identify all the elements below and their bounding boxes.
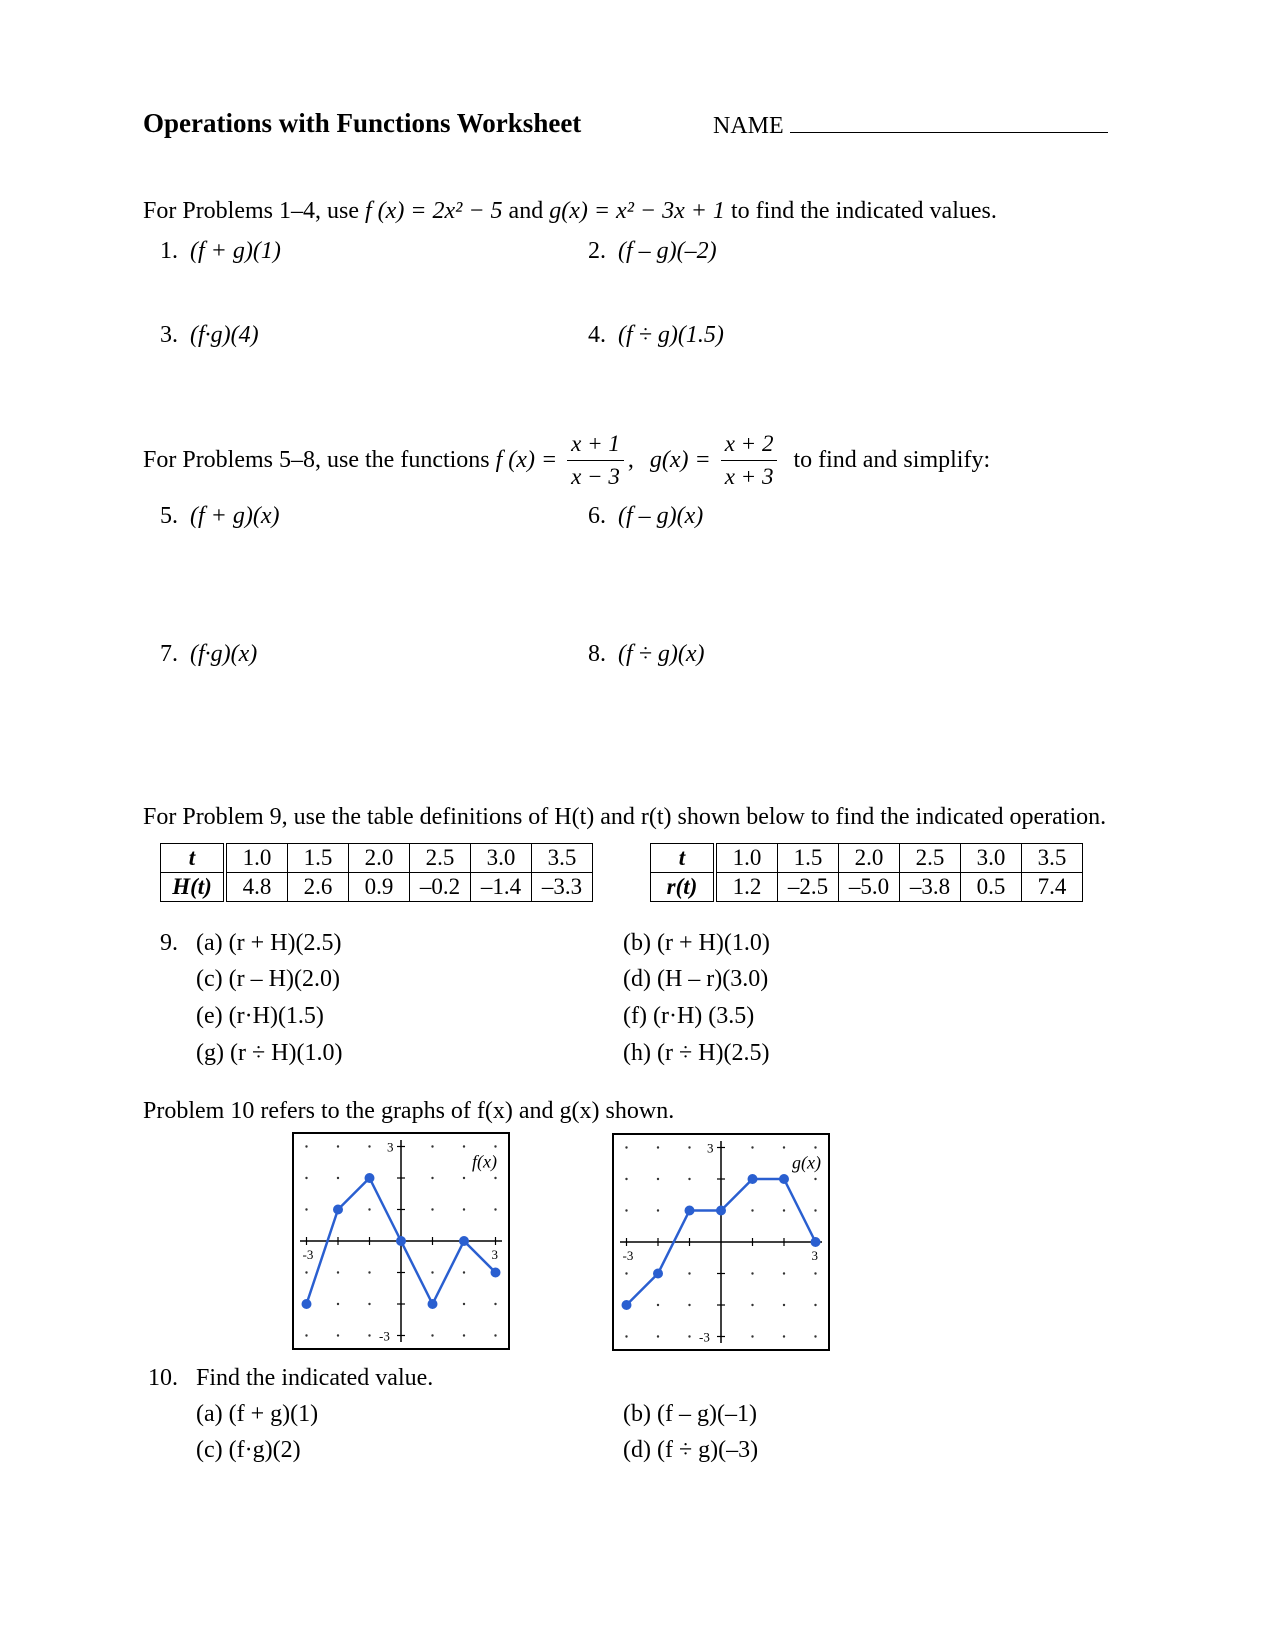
grid-dot xyxy=(337,1177,339,1179)
grid-dot xyxy=(751,1272,753,1274)
name-blank-line[interactable] xyxy=(790,112,1108,133)
table-cell: –0.2 xyxy=(410,873,471,902)
problem-expression: (f·g)(x) xyxy=(190,641,258,667)
name-label: NAME xyxy=(713,113,784,139)
grid-dot xyxy=(783,1272,785,1274)
y-tick-label: 3 xyxy=(387,1139,394,1155)
problem-2 xyxy=(588,238,717,265)
grid-dot xyxy=(814,1272,816,1274)
table-cell: 1.2 xyxy=(715,873,778,902)
grid-dot xyxy=(814,1304,816,1306)
x-tick-label: 3 xyxy=(811,1248,818,1263)
table-cell: –3.3 xyxy=(532,873,593,902)
data-point xyxy=(622,1300,632,1310)
problem-10-prompt: Find the indicated value. xyxy=(196,1365,434,1391)
grid-dot xyxy=(625,1209,627,1211)
table-cell: 2.0 xyxy=(349,844,410,873)
grid-dot xyxy=(305,1208,307,1210)
grid-dot xyxy=(305,1334,307,1336)
problem-number: 8. xyxy=(588,641,606,667)
problem-9h: (h) (r ÷ H)(2.5) xyxy=(623,1040,770,1066)
table-cell: –3.8 xyxy=(900,873,961,902)
grid-dot xyxy=(657,1178,659,1180)
table-cell: 1.0 xyxy=(225,844,288,873)
grid-dot xyxy=(494,1145,496,1147)
grid-dot xyxy=(783,1209,785,1211)
grid-dot xyxy=(625,1178,627,1180)
data-point xyxy=(748,1174,758,1184)
problem-number: 4. xyxy=(588,322,606,348)
data-point xyxy=(716,1206,726,1216)
problem-9e: (e) (r·H)(1.5) xyxy=(196,1003,324,1029)
data-point xyxy=(396,1236,406,1246)
problem-number: 1. xyxy=(160,238,178,264)
problem-number: 2. xyxy=(588,238,606,264)
table-cell: 2.5 xyxy=(900,844,961,873)
grid-dot xyxy=(431,1334,433,1336)
table-cell: –5.0 xyxy=(839,873,900,902)
series-label: f(x) xyxy=(472,1151,497,1172)
problem-10c: (c) (f·g)(2) xyxy=(196,1437,301,1463)
grid-dot xyxy=(625,1146,627,1148)
part1-f-definition: f (x) = 2x² − 5 xyxy=(365,198,503,224)
grid-dot xyxy=(814,1335,816,1337)
problem-9d: (d) (H – r)(3.0) xyxy=(623,966,769,992)
table-cell: 0.9 xyxy=(349,873,410,902)
problem-10d: (d) (f ÷ g)(–3) xyxy=(623,1437,759,1463)
grid-dot xyxy=(305,1145,307,1147)
grid-dot xyxy=(688,1272,690,1274)
y-tick-label: -3 xyxy=(379,1328,390,1344)
table-cell: 2.5 xyxy=(410,844,471,873)
problem-9-number: 9. xyxy=(160,930,178,956)
table-cell: 1.0 xyxy=(715,844,778,873)
grid-dot xyxy=(751,1335,753,1337)
table-cell: 3.5 xyxy=(532,844,593,873)
grid-dot xyxy=(431,1208,433,1210)
table-cell: 7.4 xyxy=(1022,873,1083,902)
grid-dot xyxy=(463,1334,465,1336)
data-point xyxy=(333,1205,343,1215)
part2-g-label: g(x) = xyxy=(649,447,711,473)
grid-dot xyxy=(688,1178,690,1180)
grid-dot xyxy=(337,1271,339,1273)
grid-dot xyxy=(657,1209,659,1211)
problem-expression: (f + g)(x) xyxy=(190,503,280,529)
grid-dot xyxy=(494,1303,496,1305)
problem-1 xyxy=(160,238,281,265)
problem-6 xyxy=(588,503,703,530)
table-row xyxy=(161,873,593,902)
part2-intro-suffix: to find and simplify: xyxy=(793,447,991,473)
problem-10-number: 10. xyxy=(148,1365,178,1391)
problem-3 xyxy=(160,322,259,349)
y-tick-label: -3 xyxy=(699,1329,710,1345)
x-tick-label: -3 xyxy=(302,1247,314,1262)
problem-10a: (a) (f + g)(1) xyxy=(196,1401,319,1427)
problem-8 xyxy=(588,641,704,668)
part1-and: and xyxy=(508,198,544,224)
table-cell: 3.0 xyxy=(471,844,532,873)
table-cell: –1.4 xyxy=(471,873,532,902)
problem-number: 3. xyxy=(160,322,178,348)
grid-dot xyxy=(368,1334,370,1336)
problem-number: 5. xyxy=(160,503,178,529)
data-point xyxy=(365,1173,375,1183)
part4-instructions: Problem 10 refers to the graphs of f(x) and g(x) shown. xyxy=(143,1098,675,1124)
table-row xyxy=(161,844,593,873)
f-graph xyxy=(292,1132,510,1350)
part1-intro-suffix: to find the indicated values. xyxy=(730,198,997,224)
part2-instructions xyxy=(143,430,990,491)
grid-dot xyxy=(751,1146,753,1148)
grid-dot xyxy=(783,1335,785,1337)
problem-expression: (f + g)(1) xyxy=(190,238,281,264)
x-tick-label: 3 xyxy=(491,1247,498,1262)
grid-dot xyxy=(657,1146,659,1148)
table-cell: –2.5 xyxy=(778,873,839,902)
r-table xyxy=(650,843,1083,902)
part2-comma: , xyxy=(627,447,634,473)
grid-dot xyxy=(688,1335,690,1337)
problem-4 xyxy=(588,322,724,349)
problem-7 xyxy=(160,641,257,668)
problem-expression: (f ÷ g)(x) xyxy=(618,641,705,667)
table-cell: 1.5 xyxy=(778,844,839,873)
part1-intro-prefix: For Problems 1–4, use xyxy=(143,198,359,224)
grid-dot xyxy=(431,1145,433,1147)
page-title: Operations with Functions Worksheet xyxy=(143,108,582,138)
grid-dot xyxy=(625,1272,627,1274)
data-point xyxy=(459,1236,469,1246)
table-cell: 4.8 xyxy=(225,873,288,902)
data-point xyxy=(811,1237,821,1247)
problem-expression: (f ÷ g)(1.5) xyxy=(618,322,724,348)
g-fraction xyxy=(721,430,778,491)
g-numerator: x + 2 xyxy=(721,430,778,461)
grid-dot xyxy=(814,1209,816,1211)
grid-dot xyxy=(751,1304,753,1306)
grid-dot xyxy=(494,1334,496,1336)
f-numerator: x + 1 xyxy=(567,430,624,461)
grid-dot xyxy=(463,1208,465,1210)
grid-dot xyxy=(657,1335,659,1337)
grid-dot xyxy=(751,1209,753,1211)
problem-9f: (f) (r·H) (3.5) xyxy=(623,1003,755,1029)
problem-number: 7. xyxy=(160,641,178,667)
table-cell: 1.5 xyxy=(288,844,349,873)
data-point xyxy=(653,1269,663,1279)
problem-5 xyxy=(160,503,279,530)
problem-10b: (b) (f – g)(–1) xyxy=(623,1401,757,1427)
grid-dot xyxy=(688,1304,690,1306)
grid-dot xyxy=(431,1271,433,1273)
problem-expression: (f – g)(x) xyxy=(618,503,704,529)
data-point xyxy=(779,1174,789,1184)
grid-dot xyxy=(431,1177,433,1179)
grid-dot xyxy=(783,1304,785,1306)
grid-dot xyxy=(368,1303,370,1305)
table-row xyxy=(651,873,1083,902)
data-point xyxy=(685,1206,695,1216)
part1-g-definition: g(x) = x² − 3x + 1 xyxy=(549,198,725,224)
table-header-cell: t xyxy=(161,844,226,873)
part3-instructions: For Problem 9, use the table definitions of H(t) and r(t) shown below to find the indicated operation. xyxy=(143,804,1107,830)
part2-intro-prefix: For Problems 5–8, use the functions xyxy=(143,447,490,473)
part1-instructions xyxy=(143,198,997,225)
problem-expression: (f – g)(–2) xyxy=(618,238,717,264)
h-table xyxy=(160,843,593,902)
grid-dot xyxy=(494,1208,496,1210)
problem-9b: (b) (r + H)(1.0) xyxy=(623,930,770,956)
grid-dot xyxy=(337,1334,339,1336)
grid-dot xyxy=(494,1177,496,1179)
table-cell: 2.0 xyxy=(839,844,900,873)
g-denominator: x + 3 xyxy=(724,464,774,489)
data-point xyxy=(302,1299,312,1309)
table-cell: 3.0 xyxy=(961,844,1022,873)
y-tick-label: 3 xyxy=(707,1140,714,1156)
grid-dot xyxy=(814,1178,816,1180)
series-label: g(x) xyxy=(792,1152,821,1173)
grid-dot xyxy=(657,1304,659,1306)
problem-expression: (f·g)(4) xyxy=(190,322,259,348)
grid-dot xyxy=(625,1335,627,1337)
table-header-cell: H(t) xyxy=(161,873,226,902)
grid-dot xyxy=(814,1146,816,1148)
name-field[interactable] xyxy=(713,112,1108,140)
grid-dot xyxy=(463,1177,465,1179)
grid-dot xyxy=(337,1303,339,1305)
grid-dot xyxy=(305,1177,307,1179)
grid-dot xyxy=(463,1271,465,1273)
table-cell: 0.5 xyxy=(961,873,1022,902)
table-header-cell: r(t) xyxy=(651,873,716,902)
data-point xyxy=(428,1299,438,1309)
table-row xyxy=(651,844,1083,873)
grid-dot xyxy=(368,1208,370,1210)
g-graph xyxy=(612,1133,830,1351)
table-cell: 3.5 xyxy=(1022,844,1083,873)
grid-dot xyxy=(463,1303,465,1305)
table-header-cell: t xyxy=(651,844,716,873)
grid-dot xyxy=(368,1271,370,1273)
problem-9c: (c) (r – H)(2.0) xyxy=(196,966,340,992)
table-cell: 2.6 xyxy=(288,873,349,902)
grid-dot xyxy=(305,1271,307,1273)
problem-9a: (a) (r + H)(2.5) xyxy=(196,930,342,956)
grid-dot xyxy=(463,1145,465,1147)
f-denominator: x − 3 xyxy=(571,464,620,489)
problem-number: 6. xyxy=(588,503,606,529)
f-fraction xyxy=(567,430,624,491)
problem-9g: (g) (r ÷ H)(1.0) xyxy=(196,1040,343,1066)
data-point xyxy=(491,1268,501,1278)
grid-dot xyxy=(368,1145,370,1147)
x-tick-label: -3 xyxy=(622,1248,634,1263)
grid-dot xyxy=(688,1146,690,1148)
grid-dot xyxy=(783,1146,785,1148)
part2-f-label: f (x) = xyxy=(495,447,558,473)
grid-dot xyxy=(337,1145,339,1147)
